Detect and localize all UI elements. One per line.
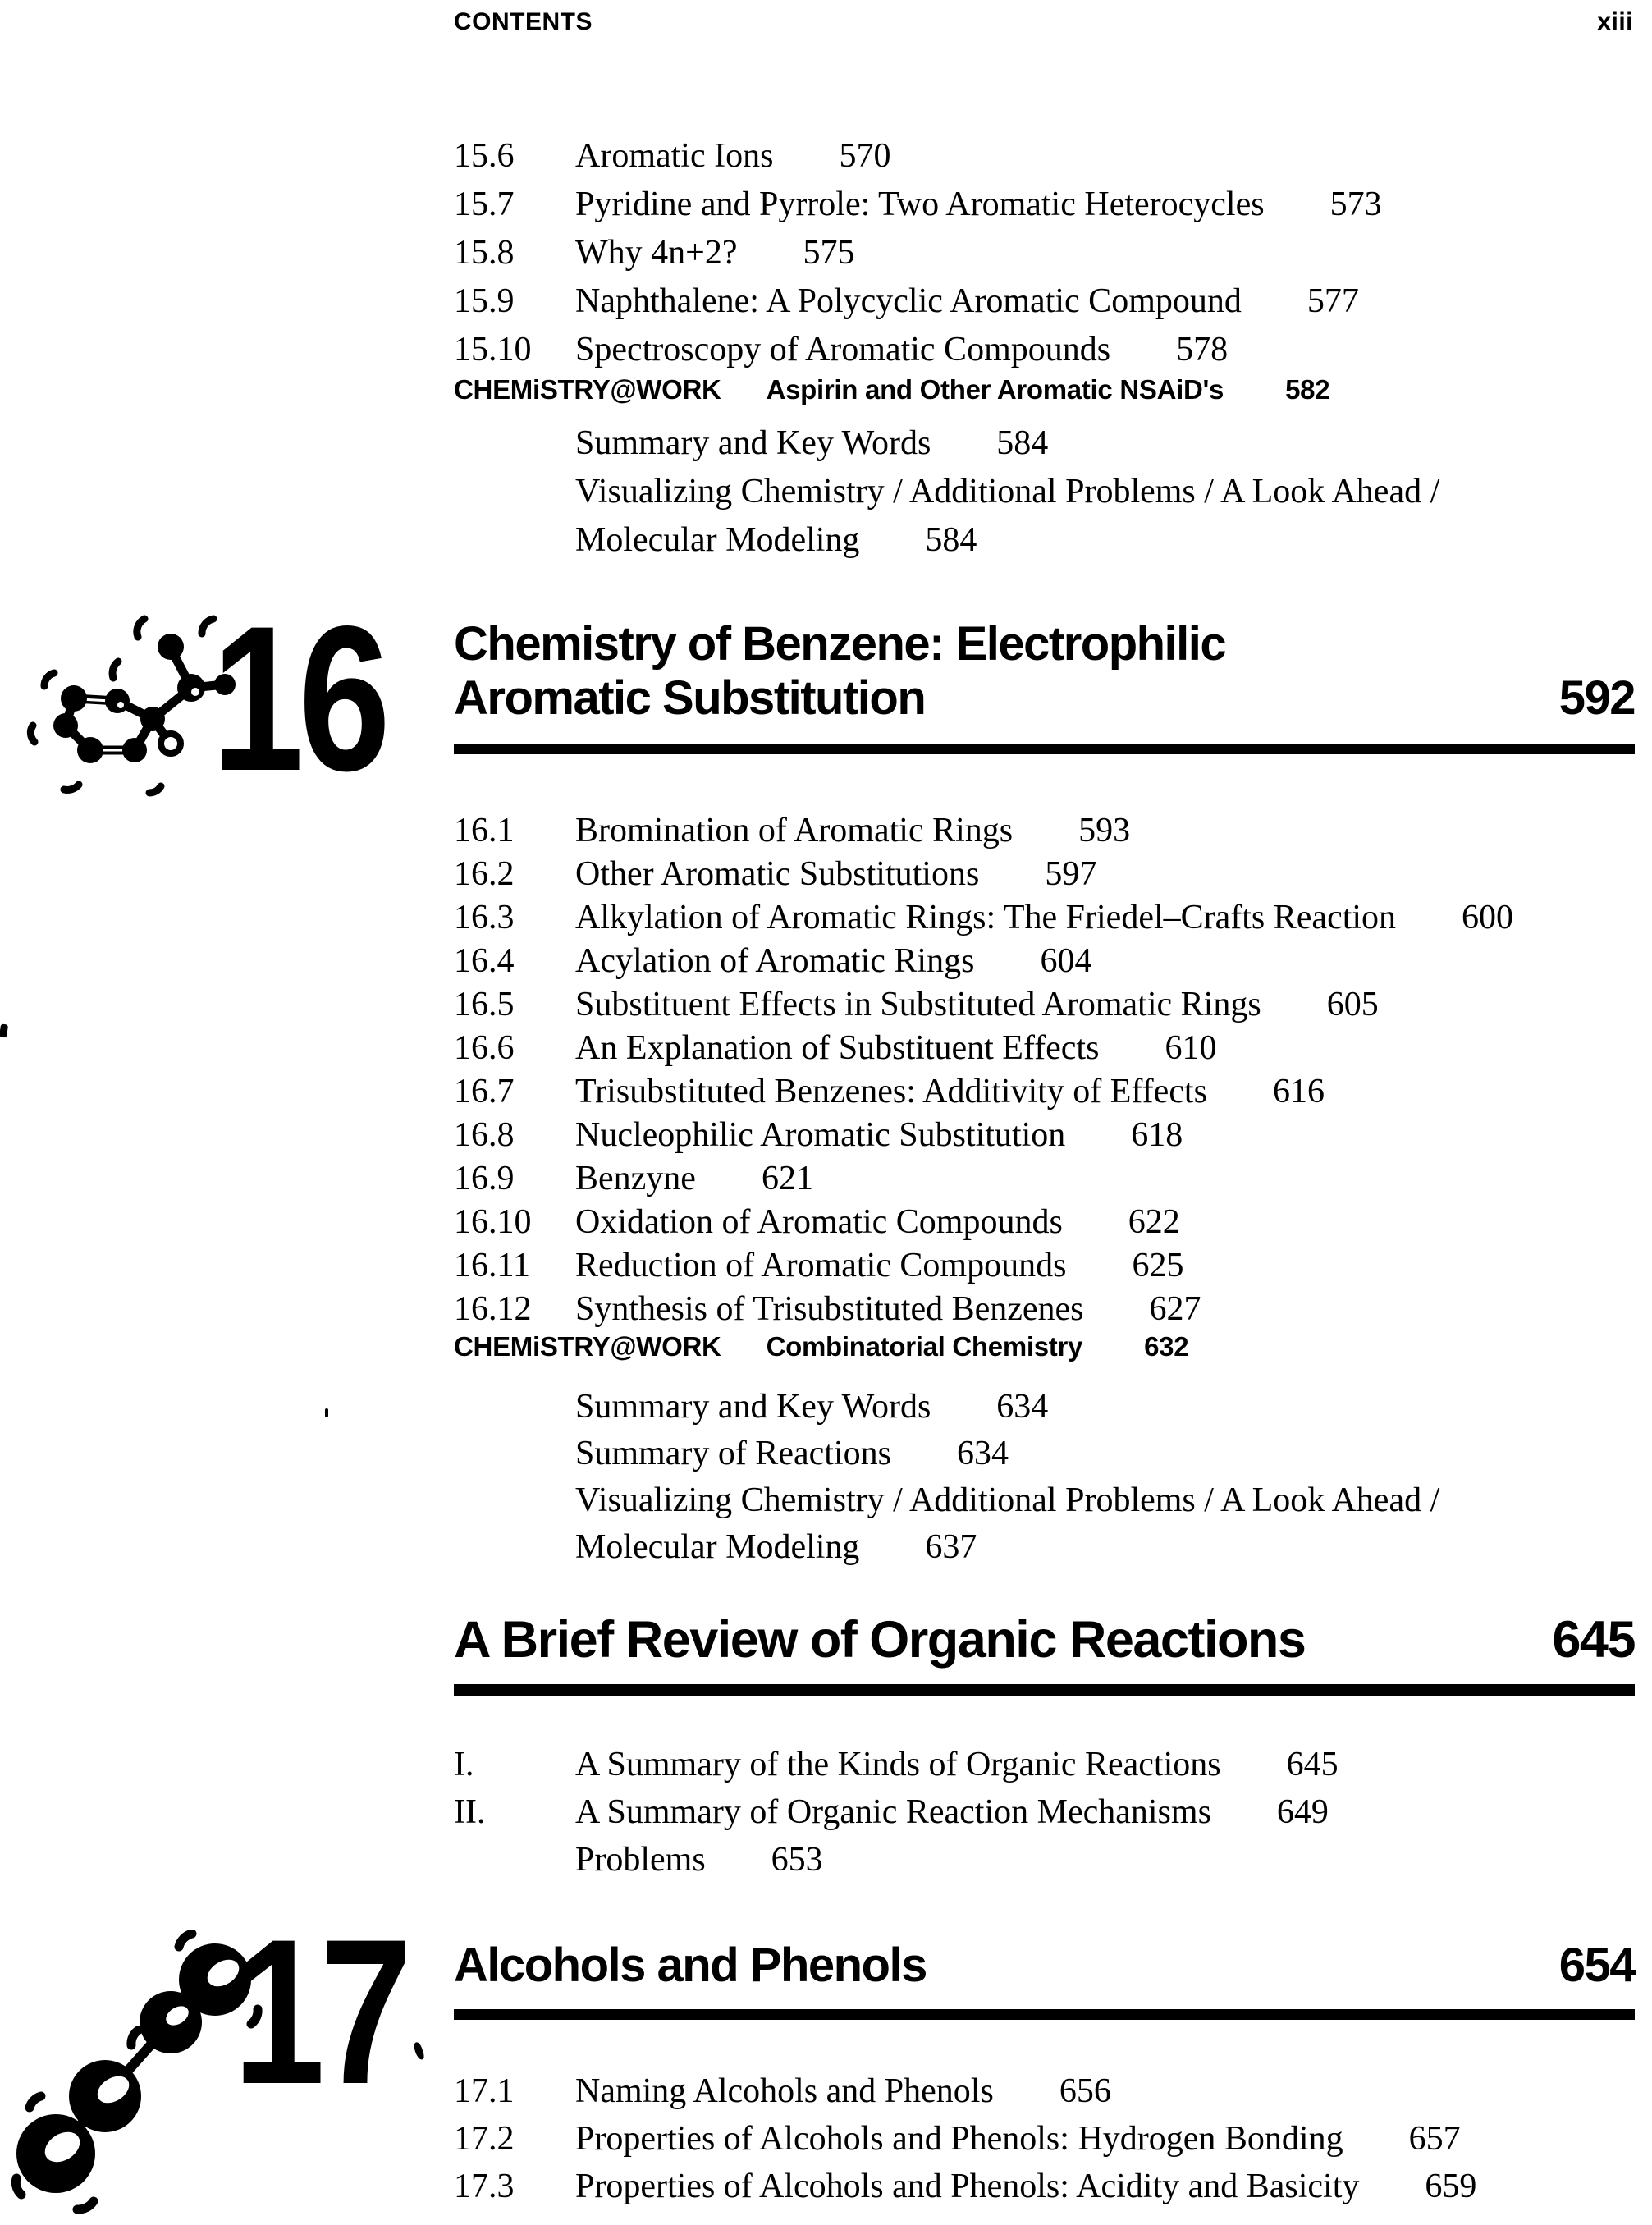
toc-row [454,185,1644,233]
section-number: 16.1 [454,812,515,849]
toc-row [454,136,1644,185]
section-title: Summary and Key Words [575,1388,931,1426]
running-head-title: CONTENTS [454,8,593,35]
section-page-number: 637 [925,1528,977,1566]
section-number: 16.3 [454,899,515,936]
section-page-number: 600 [1462,899,1514,936]
chemistry-at-work-label: CHEMiSTRY@WORK [454,374,721,405]
toc-row [454,2072,1644,2119]
scan-artifact [0,1023,8,1037]
toc-row [454,1115,1644,1159]
section-page-number: 573 [1329,185,1382,223]
toc-row [454,423,1644,472]
section-page-number: 577 [1306,282,1359,320]
section-title: Properties of Alcohols and Phenols: Acidity and Basicity [575,2168,1360,2205]
section-title: Summary of Reactions [575,1435,891,1472]
chapter16-title-line1: Chemistry of Benzene: Electrophilic [454,617,1226,671]
toc-row [454,1481,1644,1527]
section-title: Acylation of Aromatic Rings [575,942,975,980]
section-number: 16.12 [454,1290,532,1328]
section-title: Synthesis of Trisubstituted Benzenes [575,1290,1084,1328]
section-number: 17.3 [454,2168,515,2205]
section-title: Visualizing Chemistry / Additional Problems / A Look Ahead / [575,1481,1440,1519]
running-head [454,8,1633,36]
interchapter-page-number: 645 [1552,1611,1635,1669]
chapter17-heading [454,1939,1635,1993]
section-title: Trisubstituted Benzenes: Additivity of Effects [575,1073,1207,1110]
section-number: II. [454,1793,486,1831]
section-number: 16.10 [454,1203,532,1241]
toc-row [454,1840,1644,1888]
section-title: Naphthalene: A Polycyclic Aromatic Compound [575,282,1242,320]
section-title: Why 4n+2? [575,234,738,272]
chapter15-section-list [454,136,1644,378]
toc-row [454,282,1644,330]
toc-row [454,233,1644,282]
section-title: Problems [575,1841,706,1879]
section-title: A Summary of Organic Reaction Mechanisms [575,1793,1211,1831]
section-page-number: 657 [1408,2120,1461,2158]
section-page-number: 625 [1132,1247,1184,1284]
section-number: 16.5 [454,986,515,1023]
chemistry-at-work-label: CHEMiSTRY@WORK [454,1331,721,1362]
section-title: Nucleophilic Aromatic Substitution [575,1116,1066,1154]
toc-row [454,1792,1644,1840]
chapter16-molecule-art [15,614,245,803]
section-title: Naming Alcohols and Phenols [575,2072,994,2110]
chemistry-at-work-page: 582 [1285,374,1330,405]
section-page-number: 610 [1165,1029,1217,1067]
section-title: Visualizing Chemistry / Additional Problems / A Look Ahead / [575,473,1440,510]
toc-row [454,854,1644,898]
section-number: 16.7 [454,1073,515,1110]
section-title: Aromatic Ions [575,137,774,175]
section-title: Properties of Alcohols and Phenols: Hydrogen Bonding [575,2120,1343,2158]
scan-artifact [413,2041,425,2061]
toc-row [454,1289,1644,1333]
section-page-number: 634 [996,1388,1049,1426]
toc-row [454,2167,1644,2214]
section-title: Molecular Modeling [575,1528,860,1566]
section-number: I. [454,1746,474,1783]
section-page-number: 597 [1045,855,1097,893]
section-number: 15.9 [454,282,515,320]
toc-row [454,1434,1644,1481]
section-number: 16.9 [454,1160,515,1197]
chapter16-section-list [454,811,1644,1333]
section-title: Summary and Key Words [575,424,931,462]
section-number: 16.2 [454,855,515,893]
section-page-number: 656 [1059,2072,1111,2110]
section-number: 16.11 [454,1247,530,1284]
chapter17-page-number: 654 [1558,1939,1635,1992]
section-page-number: 634 [956,1435,1009,1472]
chapter17-title: Alcohols and Phenols [454,1939,927,1992]
toc-row [454,1202,1644,1246]
section-page-number: 645 [1286,1746,1339,1783]
section-page-number: 627 [1149,1290,1201,1328]
section-number: 16.8 [454,1116,515,1154]
chapter16-end-matter [454,1387,1644,1574]
chemistry-at-work-16 [454,1331,1644,1362]
toc-row [454,985,1644,1028]
section-title: Alkylation of Aromatic Rings: The Friedel–Crafts Reaction [575,899,1397,936]
interchapter-heading [454,1610,1635,1669]
toc-row [454,1527,1644,1574]
toc-row [454,898,1644,941]
page-folio: xiii [1597,8,1633,35]
chemistry-at-work-15 [454,374,1644,405]
section-number: 15.6 [454,137,515,175]
interchapter-rule [454,1684,1635,1696]
section-title: A Summary of the Kinds of Organic Reactions [575,1746,1221,1783]
section-page-number: 584 [996,424,1049,462]
toc-row [454,941,1644,985]
section-title: Substituent Effects in Substituted Aromatic Rings [575,986,1261,1023]
section-number: 15.7 [454,185,515,223]
toc-row [454,1072,1644,1115]
chemistry-at-work-title: Aspirin and Other Aromatic NSAiD's [766,374,1224,405]
section-page-number: 605 [1326,986,1379,1023]
section-page-number: 618 [1131,1116,1183,1154]
toc-row [454,1159,1644,1202]
toc-row [454,520,1644,569]
chapter16-rule [454,744,1635,754]
chapter16-heading [454,617,1635,726]
section-page-number: 570 [839,137,891,175]
toc-row [454,1745,1644,1792]
interchapter-section-list [454,1745,1644,1888]
section-page-number: 659 [1425,2168,1477,2205]
scan-artifact [325,1408,328,1417]
toc-row [454,2119,1644,2167]
section-title: Pyridine and Pyrrole: Two Aromatic Heterocycles [575,185,1265,223]
section-number: 16.4 [454,942,515,980]
section-number: 17.1 [454,2072,515,2110]
section-title: Bromination of Aromatic Rings [575,812,1014,849]
chapter17-rule [454,2009,1635,2020]
chapter16-number: 16 [212,584,386,814]
toc-row [454,1246,1644,1289]
section-title: An Explanation of Substituent Effects [575,1029,1100,1067]
section-page-number: 578 [1176,331,1229,369]
section-page-number: 649 [1276,1793,1329,1831]
chapter16-title-line2: Aromatic Substitution [454,671,926,725]
chapter17-section-list [454,2072,1644,2214]
section-number: 16.6 [454,1029,515,1067]
section-title: Spectroscopy of Aromatic Compounds [575,331,1111,369]
section-title: Other Aromatic Substitutions [575,855,980,893]
chapter15-end-matter [454,423,1644,569]
section-title: Reduction of Aromatic Compounds [575,1247,1067,1284]
section-page-number: 584 [925,521,977,559]
interchapter-title: A Brief Review of Organic Reactions [454,1611,1306,1669]
section-page-number: 621 [761,1160,813,1197]
chapter16-page-number: 592 [1558,671,1635,725]
section-page-number: 593 [1078,812,1131,849]
toc-row [454,811,1644,854]
section-page-number: 604 [1040,942,1092,980]
section-number: 15.10 [454,331,532,369]
section-number: 15.8 [454,234,515,272]
chemistry-at-work-page: 632 [1144,1331,1189,1362]
section-title: Benzyne [575,1160,696,1197]
section-title: Molecular Modeling [575,521,860,559]
toc-row [454,1387,1644,1434]
toc-row [454,472,1644,520]
chemistry-at-work-title: Combinatorial Chemistry [766,1331,1083,1362]
toc-row [454,330,1644,378]
section-page-number: 616 [1272,1073,1325,1110]
section-page-number: 622 [1128,1203,1180,1241]
chapter17-molecule-art [8,1930,271,2225]
section-number: 17.2 [454,2120,515,2158]
section-title: Oxidation of Aromatic Compounds [575,1203,1063,1241]
section-page-number: 575 [803,234,855,272]
section-page-number: 653 [771,1841,823,1879]
toc-row [454,1028,1644,1072]
chapter17-number: 17 [233,1897,407,2127]
